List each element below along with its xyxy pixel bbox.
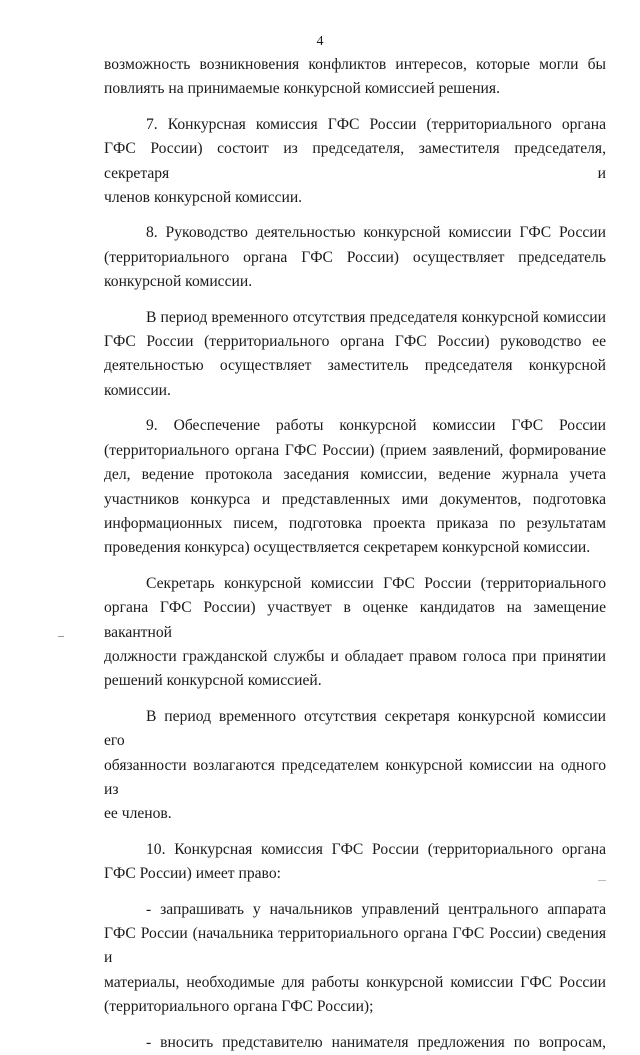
text-line: ее членов. — [104, 805, 172, 823]
paragraph-continuation — [104, 53, 606, 102]
text-line: членов конкурсной комиссии. — [104, 189, 303, 207]
text-line: дел, ведение протокола заседания комиссии, ведение журнала учета — [104, 466, 606, 484]
list-item-request — [104, 898, 606, 1020]
page-number: 4 — [316, 34, 324, 49]
text-line: органа ГФС России) участвует в оценке кандидатов на замещение вакантной — [104, 599, 606, 641]
text-line: деятельностью осуществляет заместитель председателя конкурсной — [104, 357, 606, 375]
text-line: Секретарь конкурсной комиссии ГФС России (территориального — [146, 574, 606, 592]
text-line: конкурсной комиссии. — [104, 273, 253, 291]
text-line: 10. Конкурсная комиссия ГФС России (территориального органа — [146, 840, 606, 858]
text-line: 7. Конкурсная комиссия ГФС России (территориального органа — [146, 115, 606, 133]
paragraph-chair-absence — [104, 306, 606, 404]
paragraph-item-8 — [104, 221, 606, 294]
text-line: 8. Руководство деятельностью конкурсной комиссии ГФС России — [146, 224, 606, 242]
text-line: В период временного отсутствия председателя конкурсной комиссии — [146, 308, 606, 326]
text-line: ГФС России (начальника территориального органа ГФС России) сведения и — [104, 925, 606, 967]
text-line: - запрашивать у начальников управлений центрального аппарата — [146, 900, 606, 918]
text-line: должности гражданской службы и обладает правом голоса при принятии — [104, 647, 606, 665]
text-line: проведения конкурса) осуществляется секретарем конкурсной комиссии. — [104, 539, 591, 557]
text-line: ГФС России (территориального органа ГФС России) руководство ее — [104, 333, 606, 351]
text-line: - вносить представителю нанимателя предложения по вопросам, — [146, 1033, 606, 1051]
text-line: комиссии. — [104, 381, 171, 399]
text-line: В период временного отсутствия секретаря конкурсной комиссии его — [104, 707, 606, 750]
text-line: обязанности возлагаются председателем конкурсной комиссии на одного из — [104, 756, 606, 798]
text-line: информационных писем, подготовка проекта приказа по результатам — [104, 514, 606, 532]
text-line: ГФС России) имеет право: — [104, 865, 281, 883]
text-line: (территориального органа ГФС России) (прием заявлений, формирование — [104, 441, 606, 459]
paragraph-item-9 — [104, 414, 606, 560]
text-line: возможность возникновения конфликтов интересов, которые могли бы — [104, 56, 606, 73]
text-line: (территориального органа ГФС России) осуществляет председатель — [104, 248, 606, 266]
paragraph-secretary — [104, 572, 606, 694]
scan-artifact — [598, 880, 606, 881]
list-item-propose — [104, 1031, 606, 1055]
text-line: повлиять на принимаемые конкурсной комиссией решения. — [104, 80, 500, 98]
paragraph-item-7 — [104, 113, 606, 211]
text-line: решений конкурсной комиссией. — [104, 672, 322, 690]
text-line: материалы, необходимые для работы конкурсной комиссии ГФС России — [104, 973, 606, 991]
text-line: 9. Обеспечение работы конкурсной комиссии ГФС России — [146, 417, 606, 435]
scan-artifact — [58, 636, 64, 637]
paragraph-secretary-absence — [104, 705, 606, 827]
text-line: участников конкурса и представленных ими документов, подготовка — [104, 490, 606, 508]
paragraph-item-10 — [104, 838, 606, 887]
text-line: (территориального органа ГФС России); — [104, 998, 374, 1016]
text-line: ГФС России) состоит из председателя, заместителя председателя, секретаря и — [104, 140, 606, 182]
